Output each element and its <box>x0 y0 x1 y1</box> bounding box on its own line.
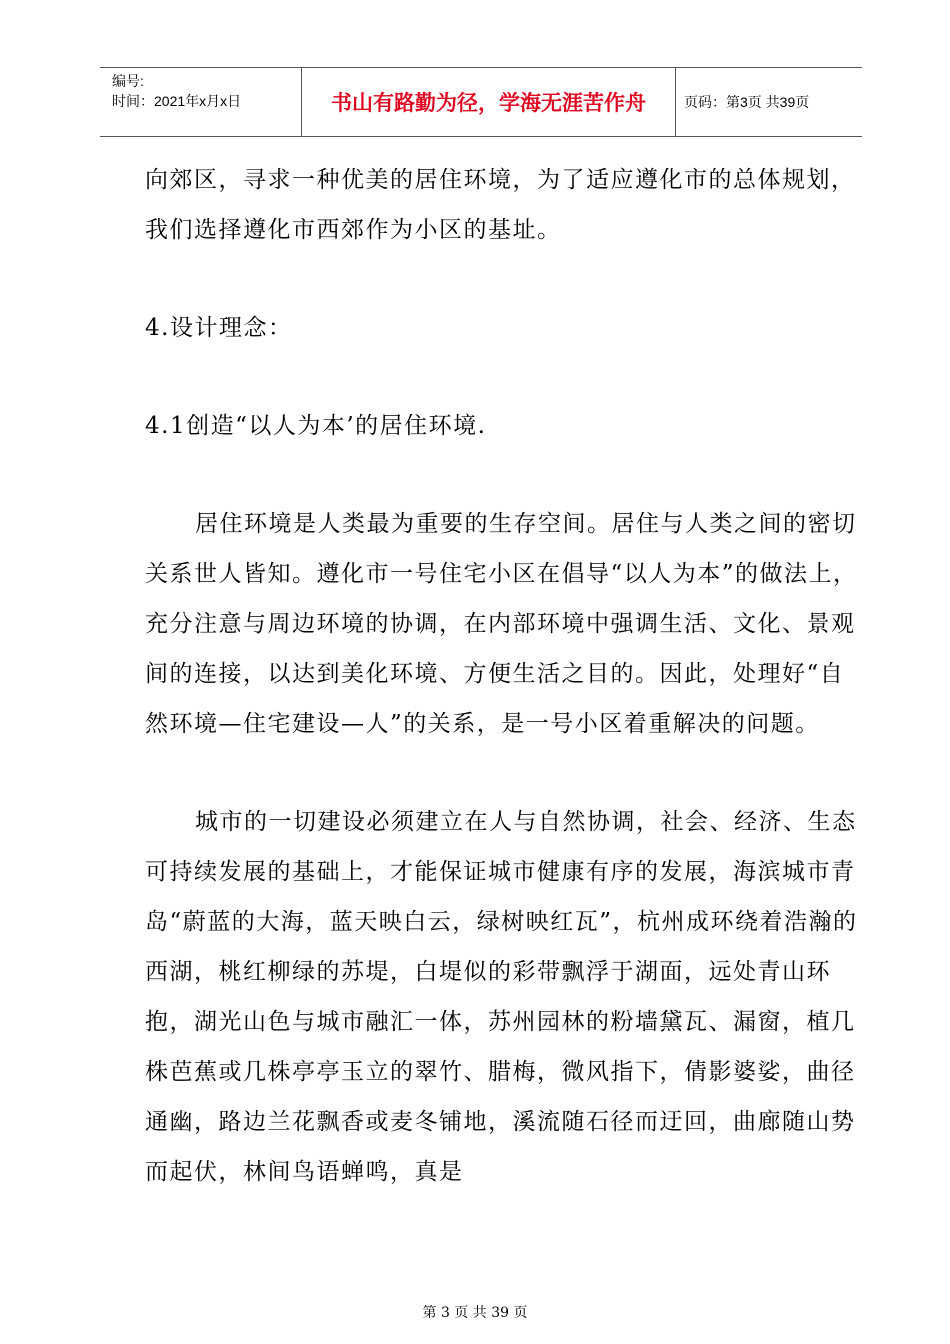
document-body <box>145 155 865 1197</box>
section-heading-4-1: 4.1创造“以人为本’的居住环境. <box>145 413 487 439</box>
header-motto-cell <box>301 68 676 136</box>
time-label: 时间：2021年x月x日 <box>112 93 242 109</box>
page-footer: 第 3 页 共 39 页 <box>422 1305 528 1321</box>
number-label: 编号: <box>112 73 144 89</box>
header-meta <box>100 68 301 136</box>
section-heading-4: 4.设计理念： <box>145 315 293 341</box>
paragraph-living-environment: 居住环境是人类最为重要的生存空间。居住与人类之间的密切关系世人皆知。遵化市一号住宅小区在倡导“以人为本”的做法上，充分注意与周边环境的协调，在内部环境中强调生活、文化、景观间的连接，以达到美化环境、方便生活之目的。因此，处理好“自然环境—住宅建设—人”的关系，是一号小区着重解决的问题。 <box>145 511 858 737</box>
motto-text: 书山有路勤为径，学海无涯苦作舟 <box>331 91 646 115</box>
paragraph-continuation: 向郊区，寻求一种优美的居住环境，为了适应遵化市的总体规划，我们选择遵化市西郊作为小区的基址。 <box>145 167 856 243</box>
page-header <box>100 67 862 137</box>
header-page-info: 页码：第3页 共39页 <box>684 94 810 110</box>
paragraph-city-construction: 城市的一切建设必须建立在人与自然协调，社会、经济、生态可持续发展的基础上，才能保证城市健康有序的发展，海滨城市青岛“蔚蓝的大海，蓝天映白云，绿树映红瓦”，杭州成环绕着浩瀚的西湖，桃红柳绿的苏堤，白堤似的彩带飘浮于湖面，远处青山环抱，湖光山色与城市融汇一体，苏州园林的粉墙黛瓦、漏窗，植几株芭蕉或几株亭亭玉立的翠竹、腊梅，微风指下，倩影婆娑，曲径通幽，路边兰花飘香或麦冬铺地，溪流随石径而迂回，曲廊随山势而起伏，林间鸟语蝉鸣，真是 <box>145 809 858 1185</box>
